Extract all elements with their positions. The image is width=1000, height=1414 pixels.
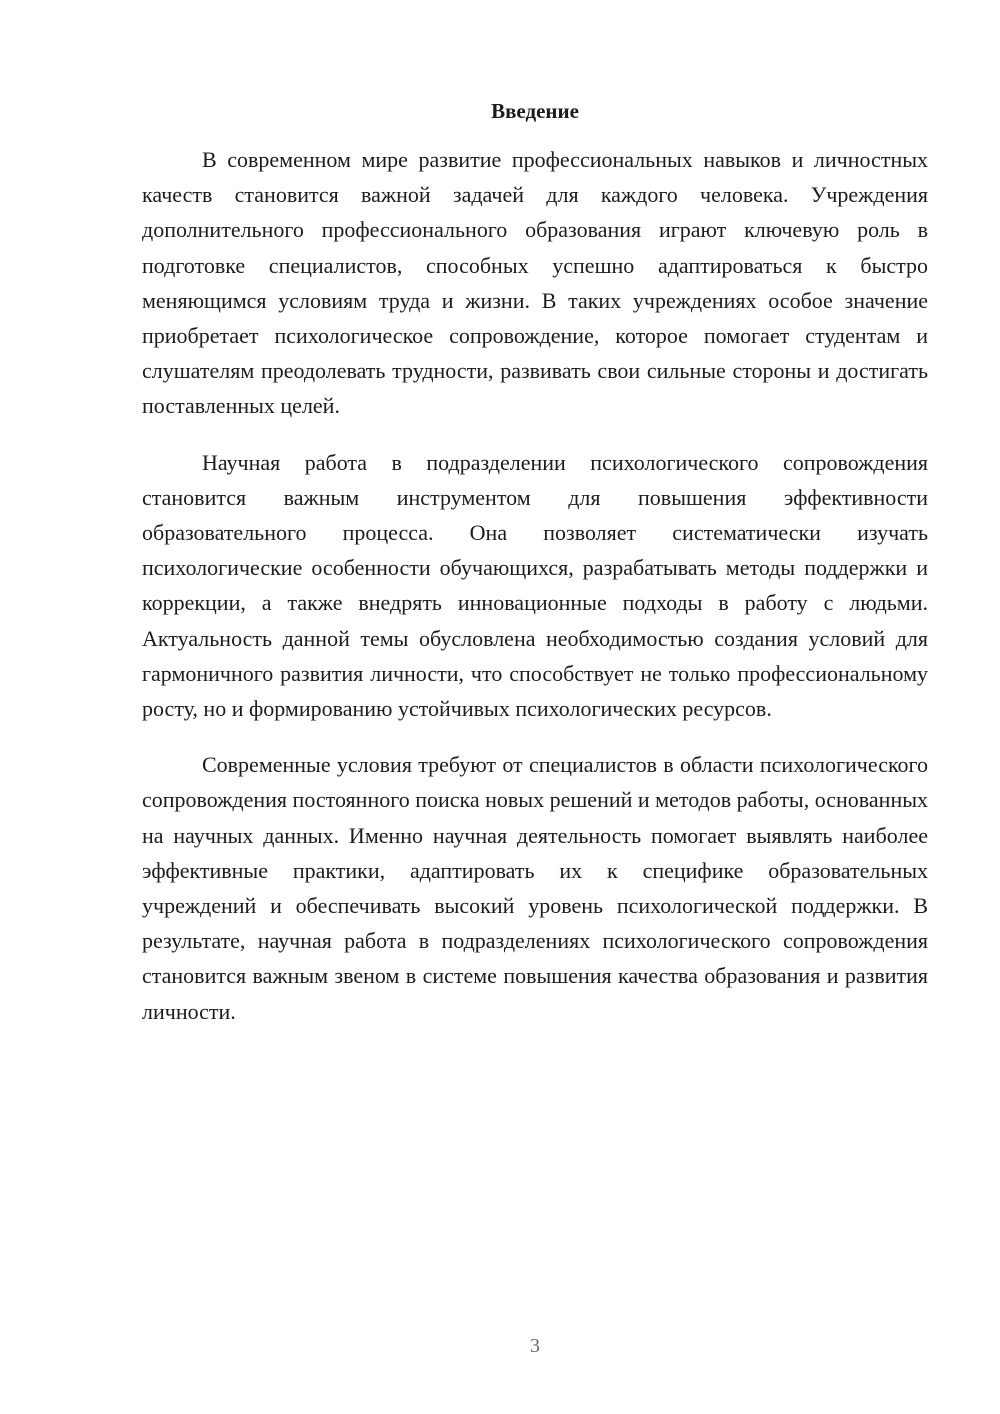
page-number: 3 [530,1335,540,1357]
paragraph-3: Современные условия требуют от специалистов в области психологического сопровождения постоянного поиска новых решений и методов работы, основанных на научных данных. Именно научная деятельность помогает выявлять наиболее эффективные практики, адаптировать их к специфике образовательных учреждений и обеспечивать высокий уровень психологической поддержки. В результате, научная работа в подразделениях психологического сопровождения становится важным звеном в системе повышения качества образования и развития личности. [142,752,928,1024]
document-body [142,142,928,1050]
paragraph-2: Научная работа в подразделении психологического сопровождения становится важным инструментом для повышения эффективности образовательного процесса. Она позволяет систематически изучать психологические особенности обучающихся, разрабатывать методы поддержки и коррекции, а также внедрять инновационные подходы в работу с людьми. Актуальность данной темы обусловлена необходимостью создания условий для гармоничного развития личности, что способствует не только профессиональному росту, но и формированию устойчивых психологических ресурсов. [142,449,928,722]
paragraph-1: В современном мире развитие профессиональных навыков и личностных качеств становится важной задачей для каждого человека. Учреждения дополнительного профессионального образования играют ключевую роль в подготовке специалистов, способных успешно адаптироваться к быстро меняющимся условиям труда и жизни. В таких учреждениях особое значение приобретает психологическое сопровождение, которое помогает студентам и слушателям преодолевать трудности, развивать свои сильные стороны и достигать поставленных целей. [142,147,928,419]
document-title: Введение [491,99,579,123]
